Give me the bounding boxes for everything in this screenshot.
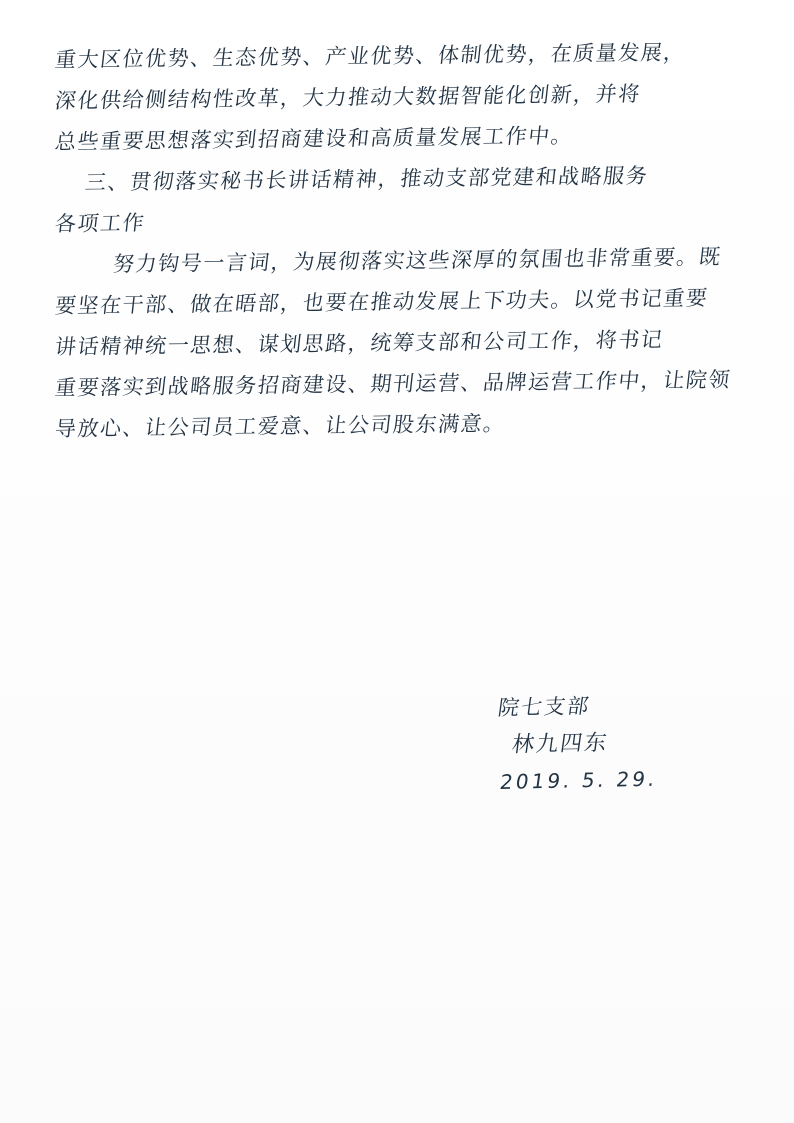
signature-block: [498, 690, 758, 801]
body-line: 各项工作: [53, 210, 147, 236]
signature-unit: 院七支部: [496, 694, 593, 720]
body-line-section-heading: 三、贯彻落实秘书长讲话精神，推动支部党建和战略服务: [83, 163, 650, 195]
signature-name: 林九四东: [510, 730, 611, 758]
handwritten-body: [55, 40, 745, 450]
signature-date: 2019. 5. 29.: [498, 766, 660, 794]
body-line: 重大区位优势、生态优势、产业优势、体制优势，在质量发展，: [53, 40, 688, 72]
body-line: 重要落实到战略服务招商建设、期刊运营、品牌运营工作中，让院领: [53, 367, 733, 400]
body-line: 导放心、让公司员工爱意、让公司股东满意。: [53, 411, 508, 441]
body-line: 要坚在干部、做在晤部，也要在推动发展上下功夫。以党书记重要: [53, 286, 710, 318]
body-line: 总些重要思想落实到招商建设和高质量发展工作中。: [53, 123, 575, 154]
body-line: 讲话精神统一思想、谋划思路，统筹支部和公司工作，将书记: [53, 327, 665, 359]
body-line: 努力钩号一言词，为展彻落实这些深厚的氛围也非常重要。既: [111, 244, 723, 277]
body-line: 深化供给侧结构性改革，大力推动大数据智能化创新，并将: [53, 81, 643, 113]
